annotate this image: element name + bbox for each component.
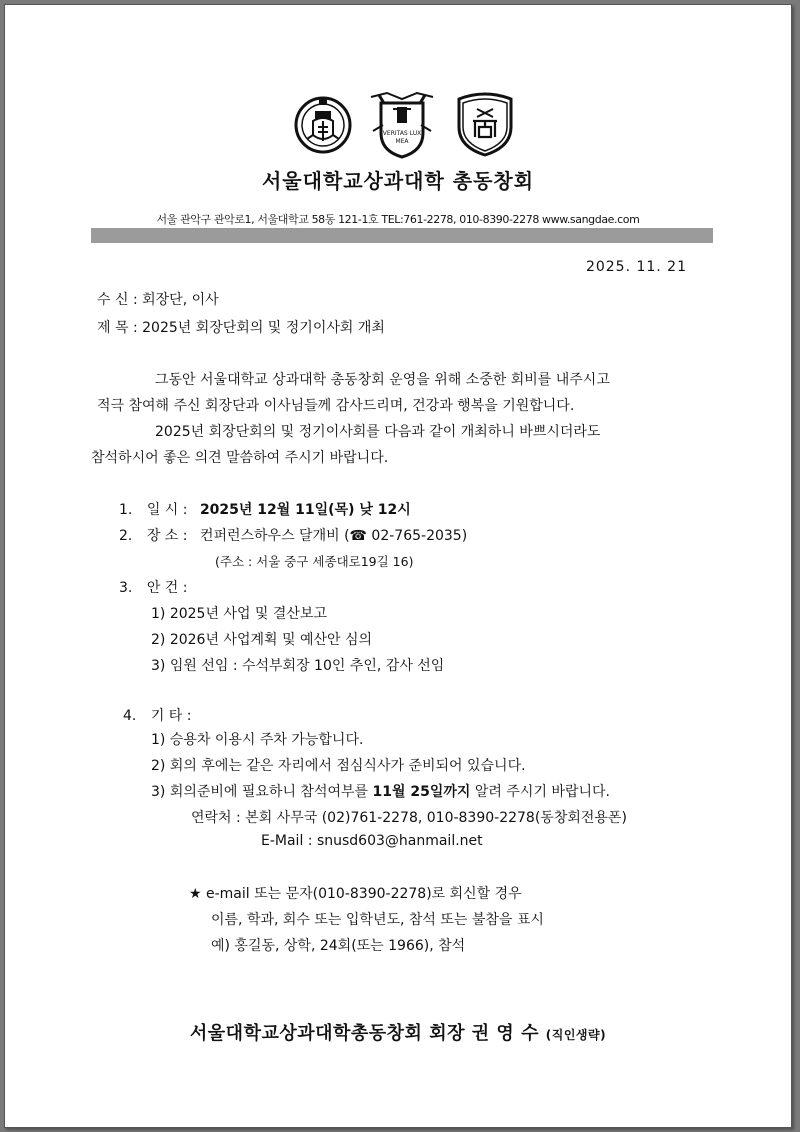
item-datetime-number: 1. — [119, 502, 133, 518]
subject-label: 제 목 — [97, 320, 129, 336]
other-entry-3-text: 3) 회의준비에 필요하니 참석여부를 — [151, 784, 373, 800]
email-line: E-Mail : snusd603@hanmail.net — [261, 833, 483, 849]
closing-text: 서울대학교상과대학총동창회 회장 권 영 수 — [189, 1023, 539, 1044]
document-page — [4, 4, 792, 1128]
subject-value: 2025년 회장단회의 및 정기이사회 개최 — [142, 320, 385, 336]
commerce-college-shield-logo — [453, 91, 517, 159]
intro-line-4: 참석하시어 좋은 의견 말씀하여 주시기 바랍니다. — [91, 450, 389, 466]
veritas-emblem-logo — [367, 91, 437, 159]
logo-row — [5, 91, 791, 161]
closing-signature — [5, 1019, 791, 1045]
subject-row: 제 목 : 2025년 회장단회의 및 정기이사회 개최 — [97, 320, 385, 336]
other-entry-3 — [151, 781, 610, 801]
document-date: 2025. 11. 21 — [585, 259, 687, 275]
organization-title: 서울대학교상과대학 총동창회 — [261, 169, 535, 193]
item-datetime-label: 일 시 : — [146, 502, 188, 518]
agenda-entry-1: 1) 2025년 사업 및 결산보고 — [151, 606, 327, 622]
item-other-label: 기 타 : — [150, 708, 192, 724]
note-line-1: ★ e-mail 또는 문자(010-8390-2278)로 회신할 경우 — [189, 886, 522, 902]
item-datetime — [119, 499, 411, 519]
agenda-entry-3: 3) 임원 선임 : 수석부회장 10인 추인, 감사 선임 — [151, 658, 445, 674]
other-entry-2: 2) 회의 후에는 같은 자리에서 점심식사가 준비되어 있습니다. — [151, 758, 526, 774]
item-venue-label: 장 소 : — [146, 528, 188, 544]
other-entry-1: 1) 승용차 이용시 주차 가능합니다. — [151, 732, 364, 748]
header-divider-bar — [91, 228, 713, 243]
other-entry-3-deadline: 11월 25일까지 — [372, 784, 471, 800]
item-venue-value: 컨퍼런스하우스 달개비 (☎ 02-765-2035) — [199, 528, 468, 544]
item-venue-number: 2. — [119, 528, 133, 544]
intro-line-2: 적극 참여해 주신 회장단과 이사님들께 감사드리며, 건강과 행복을 기원합니다. — [97, 398, 575, 414]
other-entry-3-tail: 알려 주시기 바랍니다. — [470, 784, 610, 800]
item-agenda-label: 안 건 : — [146, 580, 188, 596]
recipient-value: 회장단, 이사 — [142, 292, 219, 308]
item-other-number: 4. — [123, 708, 137, 724]
item-datetime-value: 2025년 12월 11일(목) 낮 12시 — [199, 502, 411, 518]
closing-suffix: (직인생략) — [545, 1028, 607, 1042]
item-agenda-number: 3. — [119, 580, 133, 596]
recipient-row: 수 신 : 회장단, 이사 — [97, 292, 219, 308]
university-emblem-logo — [293, 91, 353, 159]
intro-line-3: 2025년 회장단회의 및 정기이사회를 다음과 같이 개최하니 바쁘시더라도 — [155, 424, 601, 440]
recipient-label: 수 신 — [97, 292, 129, 308]
intro-line-1: 그동안 서울대학교 상과대학 총동창회 운영을 위해 소중한 회비를 내주시고 — [155, 372, 610, 388]
item-venue — [119, 525, 467, 545]
contact-line: 연락처 : 본회 사무국 (02)761-2278, 010-8390-2278(동창회전용폰) — [191, 810, 627, 826]
note-line-2: 이름, 학과, 회수 또는 입학년도, 참석 또는 불참을 표시 — [211, 912, 544, 928]
note-line-3: 예) 홍길동, 상학, 24회(또는 1966), 참석 — [211, 938, 466, 954]
emblem-motto-line2: MEA — [395, 138, 409, 145]
emblem-motto-line1: VERITAS LUX — [382, 130, 422, 137]
address-line: 서울 관악구 관악로1, 서울대학교 58동 121-1호 TEL:761-2278, 010-8390-2278 www.sangdae.com — [156, 213, 640, 226]
item-other — [123, 705, 191, 725]
item-venue-address: (주소 : 서울 중구 세종대로19길 16) — [215, 554, 414, 569]
item-agenda — [119, 577, 187, 597]
agenda-entry-2: 2) 2026년 사업계획 및 예산안 심의 — [151, 632, 373, 648]
